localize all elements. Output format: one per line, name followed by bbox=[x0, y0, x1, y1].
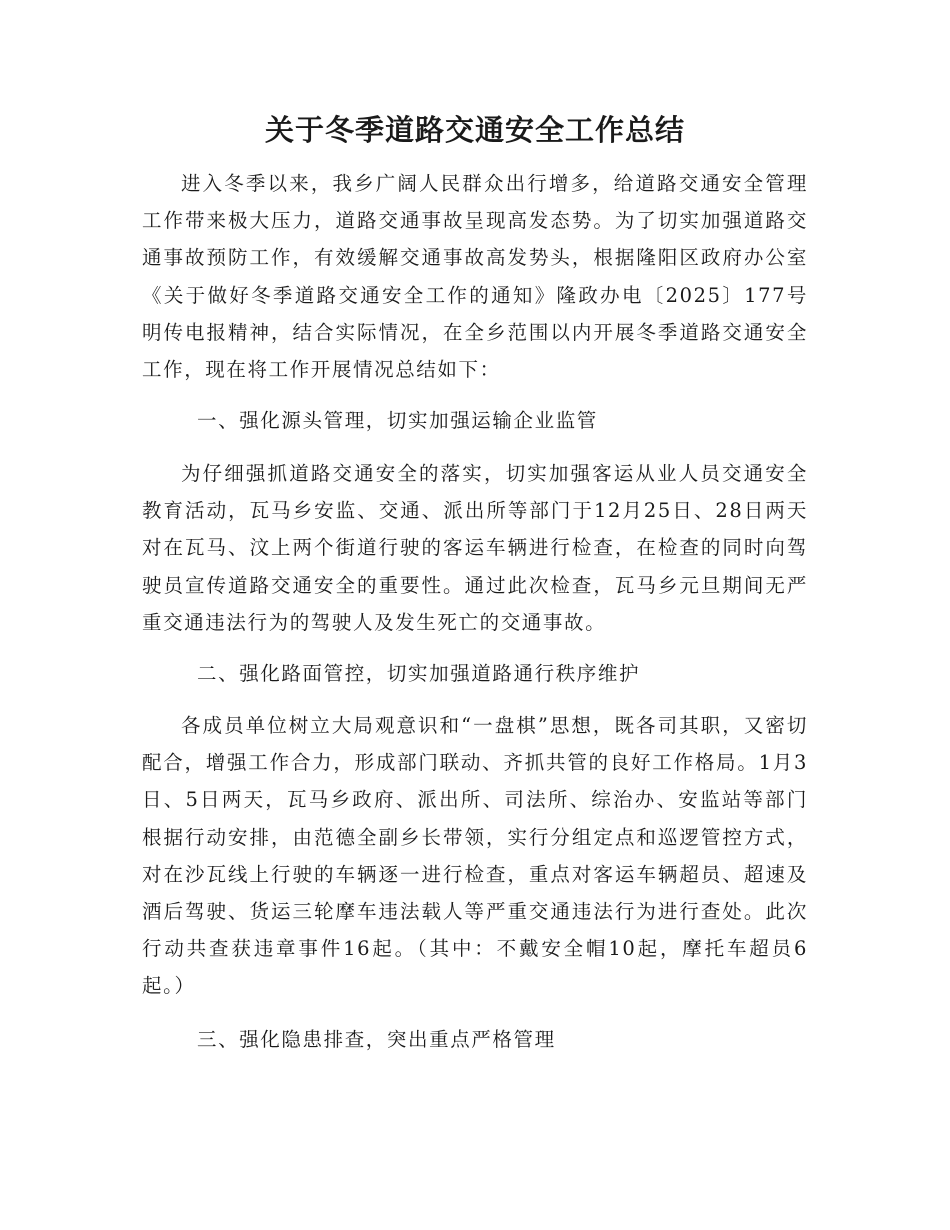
section-1-paragraph: 为仔细强抓道路交通安全的落实，切实加强客运从业人员交通安全教育活动，瓦马乡安监、交通、派出所等部门于12月25日、28日两天对在瓦马、汶上两个街道行驶的客运车辆进行检查，在检查的同时向驾驶员宣传道路交通安全的重要性。通过此次检查，瓦马乡元旦期间无严重交通违法行为的驾驶人及发生死亡的交通事故。 bbox=[142, 462, 808, 634]
document-title: 关于冬季道路交通安全工作总结 bbox=[264, 113, 685, 147]
section-1-heading: 一、强化源头管理，切实加强运输企业监管 bbox=[197, 409, 598, 432]
section-2-heading: 二、强化路面管控，切实加强道路通行秩序维护 bbox=[197, 662, 641, 685]
section-2-paragraph: 各成员单位树立大局观意识和“一盘棋”思想，既各司其职，又密切配合，增强工作合力，形成部门联动、齐抓共管的良好工作格局。1月3日、5日两天，瓦马乡政府、派出所、司法所、综治办、安监站等部门根据行动安排，由范德全副乡长带领，实行分组定点和巡逻管控方式，对在沙瓦线上行驶的车辆逐一进行检查，重点对客运车辆超员、超速及酒后驾驶、货运三轮摩车违法载人等严重交通违法行为进行查处。此次行动共查获违章事件16起。（其中：不戴安全帽10起，摩托车超员6起。） bbox=[142, 714, 808, 998]
section-3-heading: 三、强化隐患排查，突出重点严格管理 bbox=[197, 1028, 556, 1051]
intro-paragraph: 进入冬季以来，我乡广阔人民群众出行增多，给道路交通安全管理工作带来极大压力，道路交通事故呈现高发态势。为了切实加强道路交通事故预防工作，有效缓解交通事故高发势头，根据隆阳区政府办公室《关于做好冬季道路交通安全工作的通知》隆政办电〔2025〕177号明传电报精神，结合实际情况，在全乡范围以内开展冬季道路交通安全工作，现在将工作开展情况总结如下： bbox=[142, 172, 808, 382]
